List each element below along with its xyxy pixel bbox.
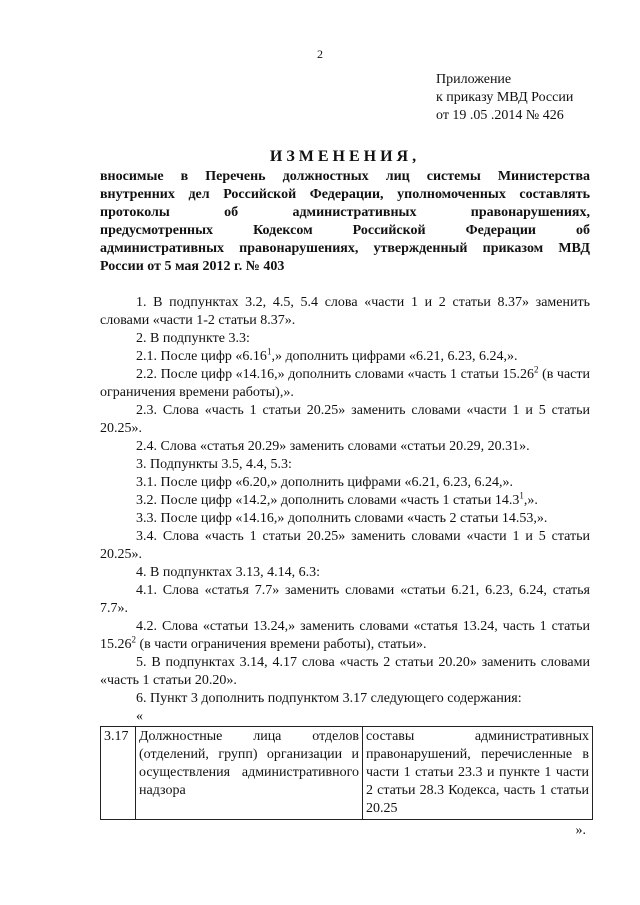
item-4-2 [100,618,590,654]
document-subtitle [100,168,590,276]
item-text: 2.1. После цифр «6.16 [136,349,267,364]
superscript: 2 [131,634,136,645]
document-title: ИЗМЕНЕНИЯ, [269,148,421,165]
item-text: ,» дополнить цифрами «6.21, 6.23, 6.24,». [271,349,518,364]
item-1: 1. В подпунктах 3.2, 4.5, 5.4 слова «части 1 и 2 статьи 8.37» заменить словами «части 1-2 статьи 8.37». [100,295,590,328]
subtitle-line: вносимые в Перечень должностных лиц системы Министерства [100,169,590,184]
table-cell-number: 3.17 [101,727,136,820]
table-row [101,727,593,820]
appendix-line: к приказу МВД России [436,90,574,105]
item-3-4: 3.4. Слова «часть 1 статьи 20.25» заменить словами «части 1 и 5 статьи 20.25». [100,529,590,562]
table-cell-offenses: составы административных правонарушений, перечисленные в части 1 статьи 23.3 и пункте 1 части 2 статьи 28.3 Кодекса, часть 1 статьи 20.25 [363,727,593,820]
item-text: ,». [523,493,538,508]
amendment-table [100,726,593,820]
superscript: 1 [266,346,272,357]
item-3: 3. Подпункты 3.5, 4.4, 5.3: [136,457,292,472]
quote-close: ». [575,823,586,838]
item-text: 2.2. После цифр «14.16,» дополнить словами «часть 1 статьи 15.26 [136,367,534,382]
item-text: 3.2. После цифр «14.2,» дополнить словами «часть 1 статьи 14.3 [136,493,520,508]
item-text: (в части ограничения времени работы),». [100,367,590,400]
item-3-3: 3.3. После цифр «14.16,» дополнить словами «часть 2 статьи 14.53,». [136,511,548,526]
document-body [100,294,590,840]
item-6: 6. Пункт 3 дополнить подпунктом 3.17 следующего содержания: [136,691,522,706]
appendix-line: Приложение [436,72,512,87]
subtitle-line: административных правонарушениях, утвержденный приказом МВД [100,241,590,256]
appendix-header [436,71,573,125]
item-text: (в части ограничения времени работы), статьи». [136,637,427,652]
superscript: 2 [534,364,539,375]
item-3-1: 3.1. После цифр «6.20,» дополнить цифрами «6.21, 6.23, 6.24,». [136,475,513,490]
superscript: 1 [519,490,524,501]
quote-open: « [136,709,143,724]
item-4: 4. В подпунктах 3.13, 4.14, 6.3: [136,565,321,580]
item-2-2 [100,366,590,402]
page-number: 2 [317,47,323,61]
item-2-4: 2.4. Слова «статья 20.29» заменить словами «статьи 20.29, 20.31». [136,439,530,454]
subtitle-line: России от 5 мая 2012 г. № 403 [100,259,285,274]
item-3-2 [100,492,590,510]
item-2-3: 2.3. Слова «часть 1 статьи 20.25» заменить словами «части 1 и 5 статьи 20.25». [100,403,590,436]
item-text: 4.2. Слова «статьи 13.24,» заменить словами «статья 13.24, часть 1 статьи 15.26 [100,619,590,652]
table-cell-officials: Должностные лица отделов (отделений, групп) организации и осуществления административного надзора [136,727,363,820]
subtitle-line: протоколы об административных правонарушениях, [100,205,590,220]
item-2: 2. В подпункте 3.3: [136,331,250,346]
subtitle-line: предусмотренных Кодексом Российской Федерации об [100,223,590,238]
item-2-1 [100,348,590,366]
subtitle-line: внутренних дел Российской Федерации, уполномоченных составлять [100,187,590,202]
appendix-line: от 19 .05 .2014 № 426 [436,108,564,123]
item-4-1: 4.1. Слова «статья 7.7» заменить словами «статьи 6.21, 6.23, 6.24, статья 7.7». [100,583,590,616]
item-5: 5. В подпунктах 3.14, 4.17 слова «часть 2 статьи 20.20» заменить словами «часть 1 статьи 20.20». [100,655,590,688]
